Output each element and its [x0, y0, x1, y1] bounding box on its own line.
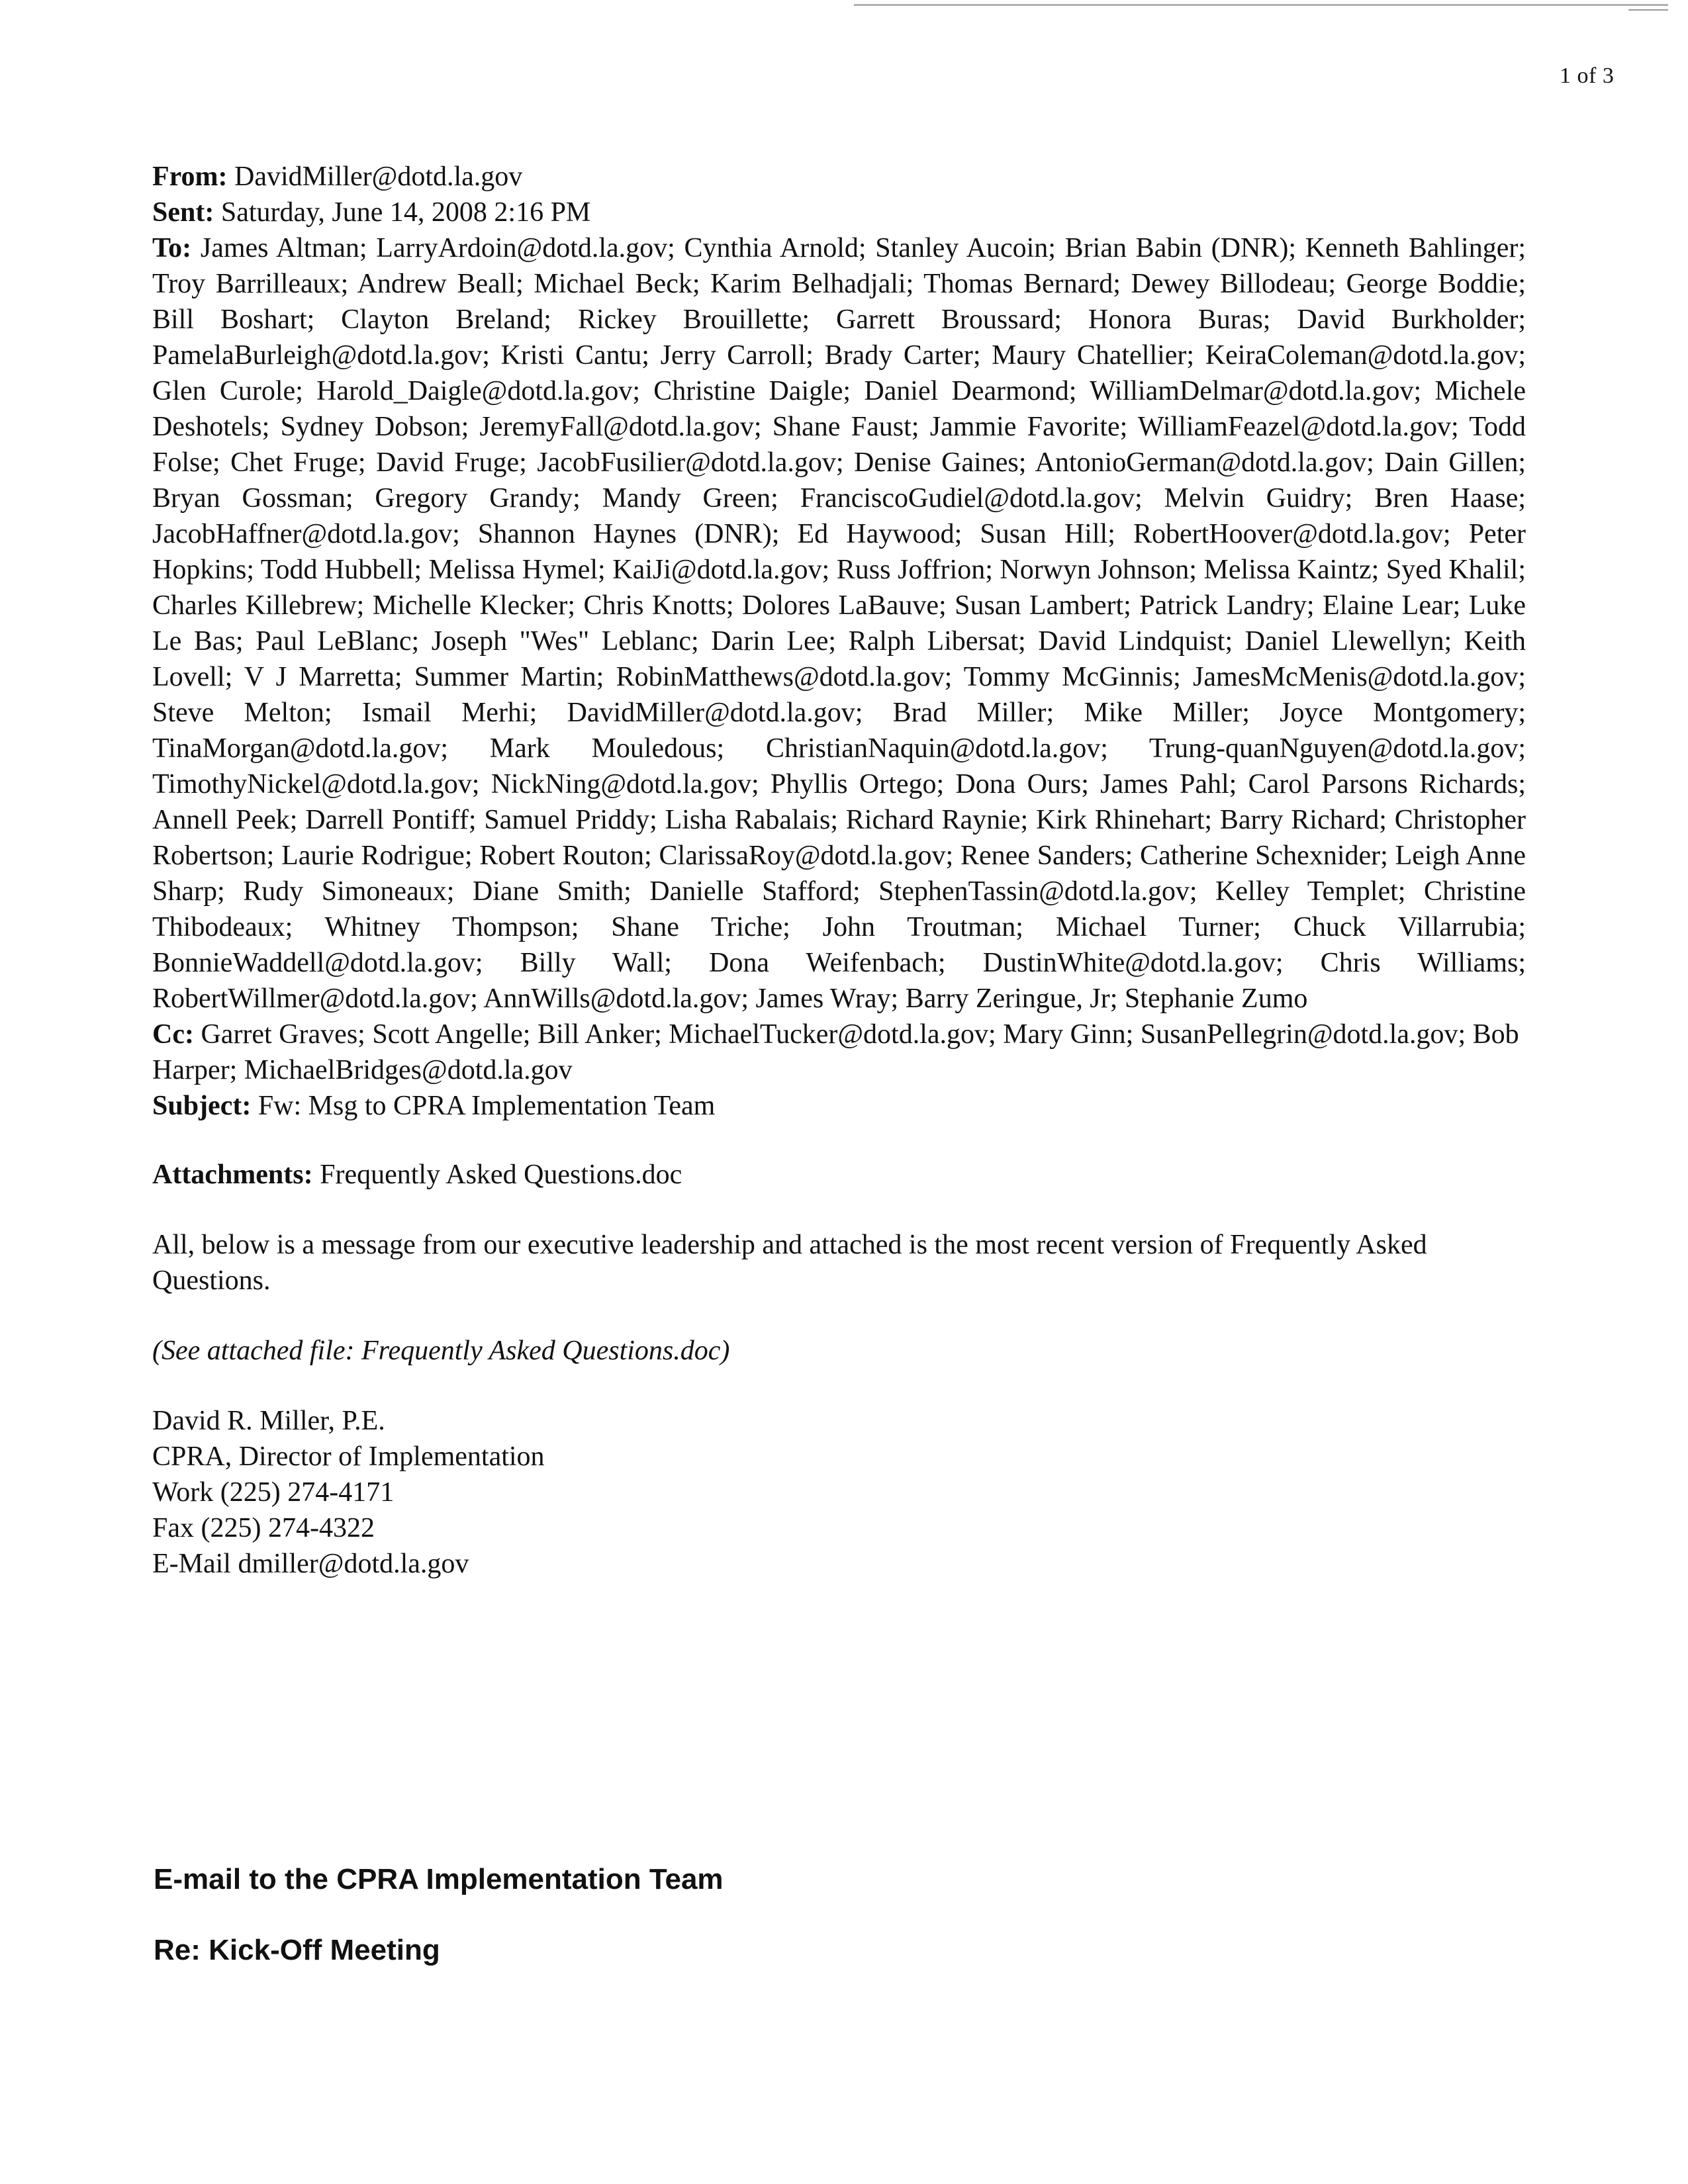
- sent-line: [152, 195, 1526, 230]
- attachments-label: Attachments:: [152, 1160, 313, 1190]
- signature-title: CPRA, Director of Implementation: [152, 1441, 545, 1472]
- scan-edge-mark: [1628, 9, 1668, 11]
- subject-line: [152, 1088, 1526, 1124]
- sent-label: Sent:: [152, 197, 214, 228]
- memo-re-line: Re: Kick-Off Meeting: [154, 1934, 440, 1966]
- to-line: [152, 230, 1526, 1017]
- email-message: [152, 159, 1526, 1582]
- to-recipients: James Altman; LarryArdoin@dotd.la.gov; Cynthia Arnold; Stanley Aucoin; Brian Babin (DNR); Kenneth Bahlinger; Troy Barrilleaux; Andrew Beall; Michael Beck; Karim Belhadjali; Thomas Bernard; Dewey Billodeau; George Boddie; Bill Boshart; Clayton Breland; Rickey Brouillette; Garrett Broussard; Honora Buras; David Burkholder; PamelaBurleigh@dotd.la.gov; Kristi Cantu; Jerry Carroll; Brady Carter; Maury Chatellier; KeiraColeman@dotd.la.gov; Glen Curole; Harold_Daigle@dotd.la.gov; Christine Daigle; Daniel Dearmond; WilliamDelmar@dotd.la.gov; Michele Deshotels; Sydney Dobson; JeremyFall@dotd.la.gov; Shane Faust; Jammie Favorite; WilliamFeazel@dotd.la.gov; Todd Folse; Chet Fruge; David Fruge; JacobFusilier@dotd.la.gov; Denise Gaines; AntonioGerman@dotd.la.gov; Dain Gillen; Bryan Gossman; Gregory Grandy; Mandy Green; FranciscoGudiel@dotd.la.gov; Melvin Guidry; Bren Haase; JacobHaffner@dotd.la.gov; Shannon Haynes (DNR); Ed Haywood; Susan Hill; RobertHoover@dotd.la.gov; Peter Hopkins; Todd Hubbell; Melissa Hymel; KaiJi@dotd.la.gov; Russ Joffrion; Norwyn Johnson; Melissa Kaintz; Syed Khalil; Charles Killebrew; Michelle Klecker; Chris Knotts; Dolores LaBauve; Susan Lambert; Patrick Landry; Elaine Lear; Luke Le Bas; Paul LeBlanc; Joseph "Wes" Leblanc; Darin Lee; Ralph Libersat; David Lindquist; Daniel Llewellyn; Keith Lovell; V J Marretta; Summer Martin; RobinMatthews@dotd.la.gov; Tommy McGinnis; JamesMcMenis@dotd.la.gov; Steve Melton; Ismail Merhi; DavidMiller@dotd.la.gov; Brad Miller; Mike Miller; Joyce Montgomery; TinaMorgan@dotd.la.gov; Mark Mouledous; ChristianNaquin@dotd.la.gov; Trung-quanNguyen@dotd.la.gov; TimothyNickel@dotd.la.gov; NickNing@dotd.la.gov; Phyllis Ortego; Dona Ours; James Pahl; Carol Parsons Richards; Annell Peek; Darrell Pontiff; Samuel Priddy; Lisha Rabalais; Richard Raynie; Kirk Rhinehart; Barry Richard; Christopher Robertson; Laurie Rodrigue; Robert Routon; ClarissaRoy@dotd.la.gov; Renee Sanders; Catherine Schexnider; Leigh Anne Sharp; Rudy Simoneaux; Diane Smith; Danielle Stafford; StephenTassin@dotd.la.gov; Kelley Templet; Christine Thibodeaux; Whitney Thompson; Shane Triche; John Troutman; Michael Turner; Chuck Villarrubia; BonnieWaddell@dotd.la.gov; Billy Wall; Dona Weifenbach; DustinWhite@dotd.la.gov; Chris Williams; RobertWillmer@dotd.la.gov; AnnWills@dotd.la.gov; James Wray; Barry Zeringue, Jr; Stephanie Zumo: [152, 233, 1526, 1014]
- attachments-value: Frequently Asked Questions.doc: [320, 1160, 682, 1190]
- subject-label: Subject:: [152, 1091, 252, 1121]
- cc-label: Cc:: [152, 1019, 194, 1050]
- scan-edge-line: [854, 4, 1668, 6]
- email-body: All, below is a message from our executive leadership and attached is the most recent version of Frequently Asked Questions.: [152, 1230, 1427, 1296]
- to-label: To:: [152, 233, 192, 263]
- signature-email: E-Mail dmiller@dotd.la.gov: [152, 1549, 469, 1579]
- signature-fax: Fax (225) 274-4322: [152, 1513, 375, 1543]
- signature-name: David R. Miller, P.E.: [152, 1406, 385, 1436]
- from-value: DavidMiller@dotd.la.gov: [234, 161, 523, 192]
- signature-block: [152, 1403, 1526, 1582]
- memo-title: E-mail to the CPRA Implementation Team: [154, 1863, 724, 1895]
- page-number: 1 of 3: [1560, 64, 1615, 88]
- attached-file-note: (See attached file: Frequently Asked Questions.doc): [152, 1336, 730, 1366]
- cc-line: [152, 1017, 1526, 1088]
- subject-value: Fw: Msg to CPRA Implementation Team: [258, 1091, 716, 1121]
- from-line: [152, 159, 1526, 195]
- sent-value: Saturday, June 14, 2008 2:16 PM: [220, 197, 591, 228]
- attachments-line: [152, 1157, 1526, 1193]
- cc-recipients: Garret Graves; Scott Angelle; Bill Anker; MichaelTucker@dotd.la.gov; Mary Ginn; SusanPellegrin@dotd.la.gov; Bob Harper; MichaelBridges@dotd.la.gov: [152, 1019, 1519, 1085]
- from-label: From:: [152, 161, 228, 192]
- signature-work-phone: Work (225) 274-4171: [152, 1477, 395, 1508]
